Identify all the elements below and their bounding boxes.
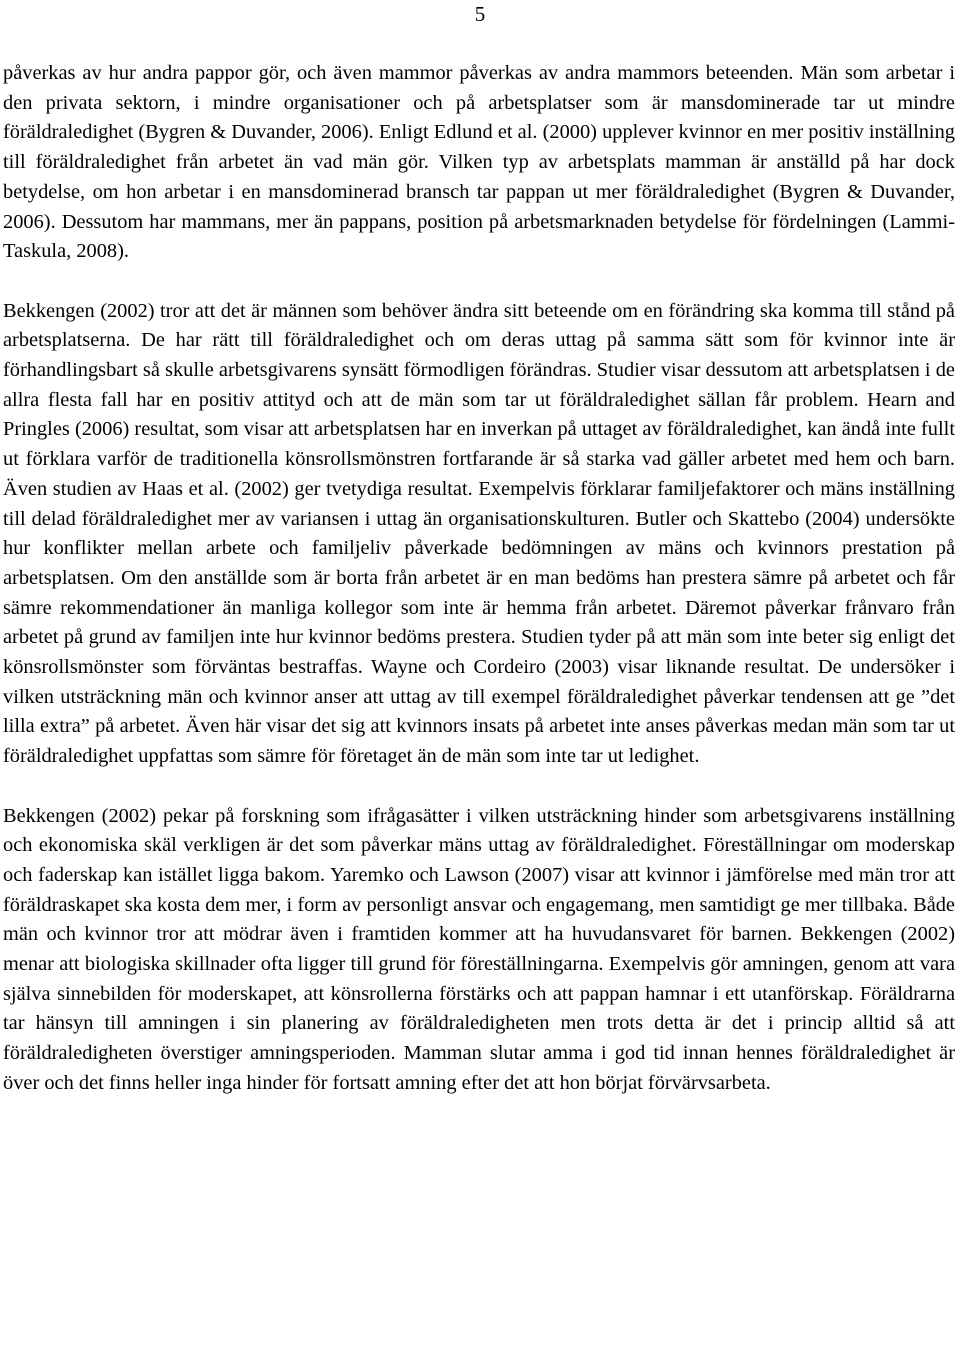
page-number: 5: [474, 2, 486, 26]
paragraph-3: Bekkengen (2002) pekar på forskning som ifrågasätter i vilken utsträckning hinder som arbetsgivarens inställning och ekonomiska skäl verkligen är det som påverkar mäns uttag av föräldraledighet. Föreställningar om moderskap och faderskap kan istället ligga bakom. Yaremko och Lawson (2007) visar att kvinnor i jämförelse med män tror att föräldraskapet ska kosta dem mer, i form av personligt ansvar och engagemang, men samtidigt ge mer tillbaka. Både män och kvinnor tror att mödrar även i framtiden kommer att ha huvudansvaret för barnen. Bekkengen (2002) menar att biologiska skillnader ofta ligger till grund för föreställningarna. Exempelvis gör amningen, genom att vara själva sinnebilden för moderskapet, att könsrollerna förstärks och att pappan hamnar i ett utanförskap. Föräldrarna tar hänsyn till amningen i sin planering av föräldraledigheten men trots detta är det i princip alltid så att föräldraledigheten överstiger amningsperioden. Mamman slutar amma i god tid innan hennes föräldraledighet är över och det finns heller inga hinder för fortsatt amning efter det att hon börjat förvärvsarbeta.: [3, 804, 955, 1094]
paragraph-1: påverkas av hur andra pappor gör, och även mammor påverkas av andra mammors beteenden. Män som arbetar i den privata sektorn, i mindre organisationer och på arbetsplatser som är mansdominerade tar ut mindre föräldraledighet (Bygren & Duvander, 2006). Enligt Edlund et al. (2000) upplever kvinnor en mer positiv inställning till föräldraledighet från arbetet än vad män gör. Vilken typ av arbetsplats mamman är anställd på har dock betydelse, om hon arbetar i en mansdominerad bransch tar pappan ut mer föräldraledighet (Bygren & Duvander, 2006). Dessutom har mammans, mer än pappans, position på arbetsmarknaden betydelse för fördelningen (Lammi-Taskula, 2008).: [3, 62, 955, 263]
body-text: [3, 59, 955, 1099]
paragraph-2: Bekkengen (2002) tror att det är männen som behöver ändra sitt beteende om en förändring ska komma till stånd på arbetsplatserna. De har rätt till föräldraledighet och om deras uttag på samma sätt som för kvinnor inte är förhandlingsbart så skulle arbetsgivarens synsätt förmodligen förändras. Studier visar dessutom att arbetsplatsen i de allra flesta fall har en positiv attityd och att de män som tar ut föräldraledighet sällan får problem. Hearn and Pringles (2006) resultat, som visar att arbetsplatsen har en inverkan på uttaget av föräldraledighet, kan ändå inte fullt ut förklara varför de traditionella könsrollsmönstren fortfarande är så starka vad gäller arbetet med hem och barn. Även studien av Haas et al. (2002) ger tvetydiga resultat. Exempelvis förklarar familjefaktorer och mäns inställning till delad föräldraledighet mer av variansen i uttag än organisationskulturen. Butler och Skattebo (2004) undersökte hur konflikter mellan arbete och familjeliv påverkade bedömningen av mäns och kvinnors prestation på arbetsplatsen. Om den anställde som är borta från arbetet är en man bedöms han prestera sämre på arbetet och får sämre rekommendationer än manliga kollegor som inte är hemma från arbetet. Däremot påverkar frånvaro från arbetet på grund av familjen inte hur kvinnor bedöms prestera. Studien tyder på att män som inte beter sig enligt det könsrollsmönster som förväntas bestraffas. Wayne och Cordeiro (2003) visar liknande resultat. De undersöker i vilken utsträckning män och kvinnor anser att uttag av till exempel föräldraledighet påverkar tendensen att ge ”det lilla extra” på arbetet. Även här visar det sig att kvinnors insats på arbetet inte anses påverkas medan män som tar ut föräldraledighet uppfattas som sämre för företaget än de män som inte tar ut ledighet.: [3, 299, 955, 768]
